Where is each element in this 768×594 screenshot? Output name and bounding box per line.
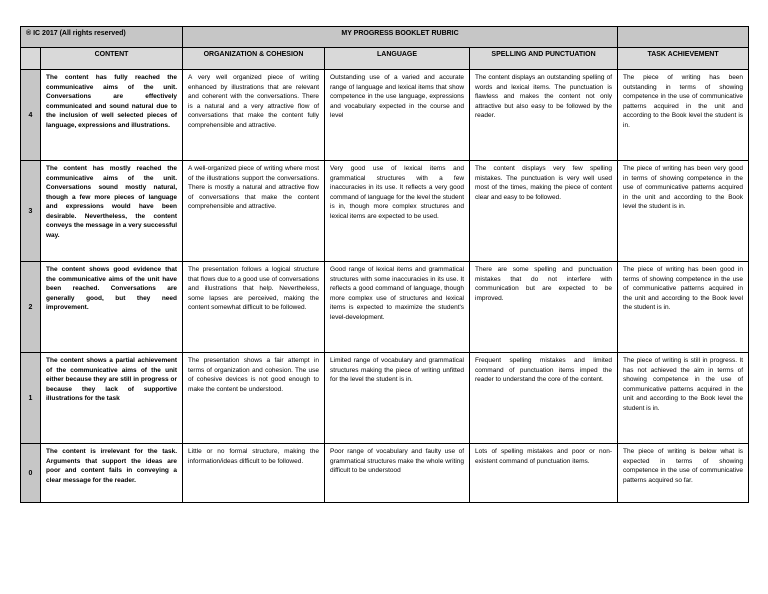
page-title: MY PROGRESS BOOKLET RUBRIC — [183, 27, 618, 48]
column-header-task-achievement: TASK ACHIEVEMENT — [618, 48, 749, 70]
organization-cell: Little or no formal structure, making the information/ideas difficult to be followed. — [183, 444, 325, 503]
table-row — [21, 262, 749, 353]
column-header-row — [21, 48, 749, 70]
organization-cell: The presentation shows a fair attempt in terms of organization and cohesion. The use of cohesive devices is not good enough to make the content be understood. — [183, 353, 325, 444]
task-achievement-cell: The piece of writing has been very good in terms of showing competence in the use of communicative patterns acquired in the unit and according to the Book level the student is in. — [618, 161, 749, 262]
organization-cell: The presentation follows a logical structure that flows due to a good use of conversations and illustrations that help. Nevertheless, some lapses are perceived, making the content somewhat difficult to be followed. — [183, 262, 325, 353]
language-cell: Limited range of vocabulary and grammatical structures making the piece of writing unfitted for the level the student is in. — [325, 353, 470, 444]
language-cell: Outstanding use of a varied and accurate range of language and lexical items that show competence in the use language, expressions and vocabulary expected in the course and level — [325, 70, 470, 161]
spelling-cell: There are some spelling and punctuation mistakes that do not interfere with communication but are expected to be improved. — [470, 262, 618, 353]
organization-cell: A well-organized piece of writing where most of the illustrations support the conversations. There is mostly a natural and attractive flow of conversations that make the content comprehensible and attractive. — [183, 161, 325, 262]
spelling-cell: The content displays very few spelling mistakes. The punctuation is very well used most of the times, making the piece of content clear and easy to be followed. — [470, 161, 618, 262]
score-cell: 1 — [21, 353, 41, 444]
score-cell: 0 — [21, 444, 41, 503]
rubric-table — [20, 26, 749, 503]
content-cell: The content shows a partial achievement of the communicative aims of the unit either because they are still in progress or because they lack of supportive illustrations for the task — [41, 353, 183, 444]
table-row — [21, 70, 749, 161]
content-cell: The content is irrelevant for the task. Arguments that support the ideas are poor and content fails in conveying a clear message for the reader. — [41, 444, 183, 503]
column-header-content: CONTENT — [41, 48, 183, 70]
task-achievement-cell: The piece of writing is below what is expected in terms of showing competence in the use of communicative patterns acquired so far. — [618, 444, 749, 503]
spelling-cell: The content displays an outstanding spelling of words and lexical items. The punctuation is flawless and makes the content not only attractive but also easy to be followed by the reader. — [470, 70, 618, 161]
title-row-empty-cell — [618, 27, 749, 48]
organization-cell: A very well organized piece of writing enhanced by illustrations that are relevant and coherent with the conversations. There is a natural and a very attractive flow of conversations that make the content fully comprehensible and attractive. — [183, 70, 325, 161]
task-achievement-cell: The piece of writing has been good in terms of showing competence in the use of communicative patterns acquired in the unit and according to the Book level the student is in. — [618, 262, 749, 353]
table-row — [21, 161, 749, 262]
content-cell: The content shows good evidence that the communicative aims of the unit have been reached. Conversations are generally good, but they need improvement. — [41, 262, 183, 353]
language-cell: Very good use of lexical items and grammatical structures with a few inaccuracies in its use. It reflects a very good command of language for the level the student is in, though more complex structures and lexical items are expected to be used. — [325, 161, 470, 262]
content-cell: The content has mostly reached the communicative aims of the unit. Conversations sound mostly natural, though a few more pieces of language and expressions would have been desirable. Nevertheless, the content conveys the message in a very successful way. — [41, 161, 183, 262]
column-header-language: LANGUAGE — [325, 48, 470, 70]
content-cell: The content has fully reached the communicative aims of the unit. Conversations are effectively communicated and sound natural due to the inclusion of well selected pieces of language, expressions and illustrations. — [41, 70, 183, 161]
spelling-cell: Frequent spelling mistakes and limited command of punctuation items imped the reader to understand the core of the content. — [470, 353, 618, 444]
rubric-title-row — [21, 27, 749, 48]
table-row — [21, 353, 749, 444]
task-achievement-cell: The piece of writing is still in progress. It has not achieved the aim in terms of showing competence in the use of communicative patterns acquired in the unit and according to the Book level the student is in. — [618, 353, 749, 444]
score-cell: 2 — [21, 262, 41, 353]
score-cell: 4 — [21, 70, 41, 161]
language-cell: Poor range of vocabulary and faulty use of grammatical structures make the whole writing difficult to be understood — [325, 444, 470, 503]
spelling-cell: Lots of spelling mistakes and poor or non-existent command of punctuation items. — [470, 444, 618, 503]
score-cell: 3 — [21, 161, 41, 262]
task-achievement-cell: The piece of writing has been outstanding in terms of showing competence in the use of communicative patterns acquired in the unit and according to the Book level the student is in. — [618, 70, 749, 161]
column-header-organization: ORGANIZATION & COHESION — [183, 48, 325, 70]
rubric-page — [20, 26, 748, 503]
table-row — [21, 444, 749, 503]
column-header-spelling: SPELLING AND PUNCTUATION — [470, 48, 618, 70]
language-cell: Good range of lexical items and grammatical structures with some inaccuracies in its use. It reflects a good command of language, though more complex use of structures and lexical items is expected to maximize the student's level-development. — [325, 262, 470, 353]
copyright-notice: ® IC 2017 (All rights reserved) — [21, 27, 183, 48]
score-header-cell — [21, 48, 41, 70]
